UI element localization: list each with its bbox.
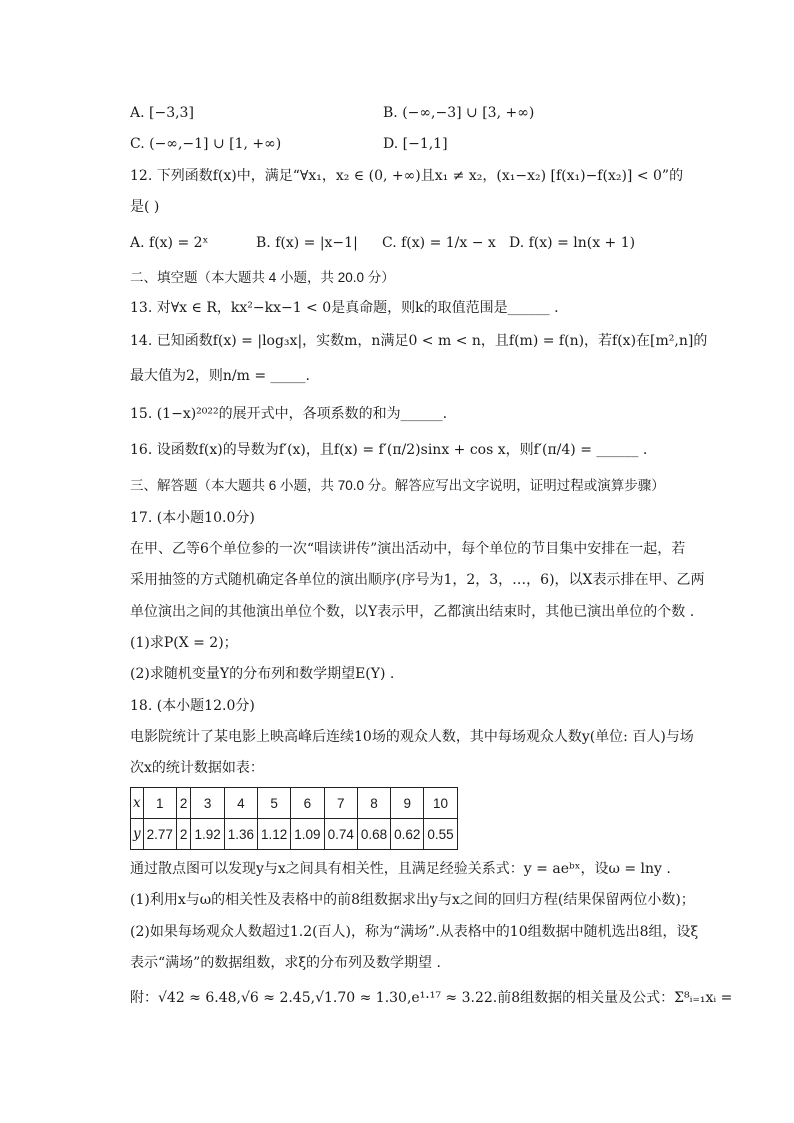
table-cell: 2 bbox=[176, 788, 191, 819]
q11-option-a: A. [−3,3] bbox=[130, 105, 194, 121]
table-row-y bbox=[131, 819, 458, 850]
q12-option-d: D. f(x) = ln(x + 1) bbox=[509, 235, 636, 251]
table-cell: 5 bbox=[258, 788, 291, 819]
q18-appendix-note: 附：√42 ≈ 6.48,√6 ≈ 2.45,√1.70 ≈ 1.30,e¹·¹⁷ ≈ 3.22.前8组数据的相关量及公式：Σ⁸ᵢ₌₁xᵢ = bbox=[130, 990, 733, 1006]
q17-subquestion-2: (2)求随机变量Y的分布列和数学期望E(Y) . bbox=[130, 666, 395, 682]
q16-stem: 16. 设函数f(x)的导数为f′(x)，且f(x) = f′(π/2)sinx + cos x，则f′(π/4) = ______ . bbox=[130, 442, 648, 458]
table-cell: 0.68 bbox=[357, 819, 390, 850]
q12-option-a: A. f(x) = 2ˣ bbox=[130, 235, 209, 251]
table-cell: 7 bbox=[324, 788, 357, 819]
q18-paragraph-line3: 通过散点图可以发现y与x之间具有相关性，且满足经验关系式：y = aeᵇˣ，设ω = lny . bbox=[130, 861, 671, 877]
table-cell: 8 bbox=[357, 788, 390, 819]
q13-stem: 13. 对∀x ∈ R，kx²−kx−1 < 0是真命题，则k的取值范围是______ . bbox=[130, 300, 559, 316]
table-cell: y bbox=[131, 819, 144, 850]
q18-subquestion-2: (2)如果每场观众人数超过1.2(百人)，称为“满场”.从表格中的10组数据中随机选出8组，设ξ bbox=[130, 924, 699, 940]
q18-paragraph-line1: 电影院统计了某电影上映高峰后连续10场的观众人数，其中每场观众人数y(单位: 百人)与场 bbox=[130, 729, 694, 745]
q12-option-b: B. f(x) = |x−1| bbox=[256, 235, 358, 251]
q12-stem-line1: 12. 下列函数f(x)中，满足“∀x₁，x₂ ∈ (0, +∞)且x₁ ≠ x₂，(x₁−x₂) [f(x₁)−f(x₂)] < 0”的 bbox=[130, 168, 684, 184]
q18-paragraph-line2: 次x的统计数据如表： bbox=[130, 760, 264, 776]
section-solve-heading: 三、解答题（本大题共 6 小题，共 70.0 分。解答应写出文字说明，证明过程或演算步骤） bbox=[130, 478, 665, 493]
q12-stem-line2: 是( ) bbox=[130, 199, 160, 215]
q18-heading: 18. (本小题12.0分) bbox=[130, 698, 255, 714]
q17-paragraph-line1: 在甲、乙等6个单位参的一次“唱读讲传”演出活动中，每个单位的节目集中安排在一起，若 bbox=[130, 541, 686, 557]
q17-paragraph-line3: 单位演出之间的其他演出单位个数，以Y表示甲，乙都演出结束时，其他已演出单位的个数 . bbox=[130, 604, 695, 620]
table-cell: 2.77 bbox=[143, 819, 176, 850]
q18-subquestion-2-cont: 表示“满场”的数据组数，求ξ的分布列及数学期望 . bbox=[130, 955, 441, 971]
q17-subquestion-1: (1)求P(X = 2)； bbox=[130, 635, 238, 651]
table-cell: 1.12 bbox=[258, 819, 291, 850]
table-cell: 1.09 bbox=[291, 819, 324, 850]
q11-option-d: D. [−1,1] bbox=[383, 136, 448, 152]
table-cell: 1.92 bbox=[191, 819, 224, 850]
q18-subquestion-1: (1)利用x与ω的相关性及表格中的前8组数据求出y与x之间的回归方程(结果保留两位小数)； bbox=[130, 892, 695, 908]
q11-option-b: B. (−∞,−3] ∪ [3, +∞) bbox=[383, 105, 535, 121]
table-cell: 0.62 bbox=[391, 819, 424, 850]
q14-stem-line2: 最大值为2，则n/m = _____. bbox=[130, 368, 310, 384]
q18-data-table bbox=[130, 787, 458, 850]
table-cell: 1.36 bbox=[224, 819, 257, 850]
q17-paragraph-line2: 采用抽签的方式随机确定各单位的演出顺序(序号为1，2，3，…，6)，以X表示排在甲、乙两 bbox=[130, 572, 705, 588]
table-cell: 0.74 bbox=[324, 819, 357, 850]
q15-stem: 15. (1−x)²⁰²²的展开式中，各项系数的和为______. bbox=[130, 406, 448, 422]
table-cell: x bbox=[131, 788, 144, 819]
section-fill-in-heading: 二、填空题（本大题共 4 小题，共 20.0 分） bbox=[130, 270, 395, 285]
table-cell: 10 bbox=[424, 788, 457, 819]
table-cell: 2 bbox=[176, 819, 191, 850]
table-cell: 3 bbox=[191, 788, 224, 819]
table-cell: 6 bbox=[291, 788, 324, 819]
table-cell: 1 bbox=[143, 788, 176, 819]
table-cell: 0.55 bbox=[424, 819, 457, 850]
q17-heading: 17. (本小题10.0分) bbox=[130, 510, 255, 526]
table-cell: 9 bbox=[391, 788, 424, 819]
q12-option-c: C. f(x) = 1/x − x bbox=[382, 235, 496, 251]
q11-option-c: C. (−∞,−1] ∪ [1, +∞) bbox=[130, 136, 282, 152]
table-cell: 4 bbox=[224, 788, 257, 819]
table-row-x bbox=[131, 788, 458, 819]
q14-stem-line1: 14. 已知函数f(x) = |log₃x|，实数m，n满足0 < m < n，且f(m) = f(n)，若f(x)在[m²,n]的 bbox=[130, 333, 708, 349]
